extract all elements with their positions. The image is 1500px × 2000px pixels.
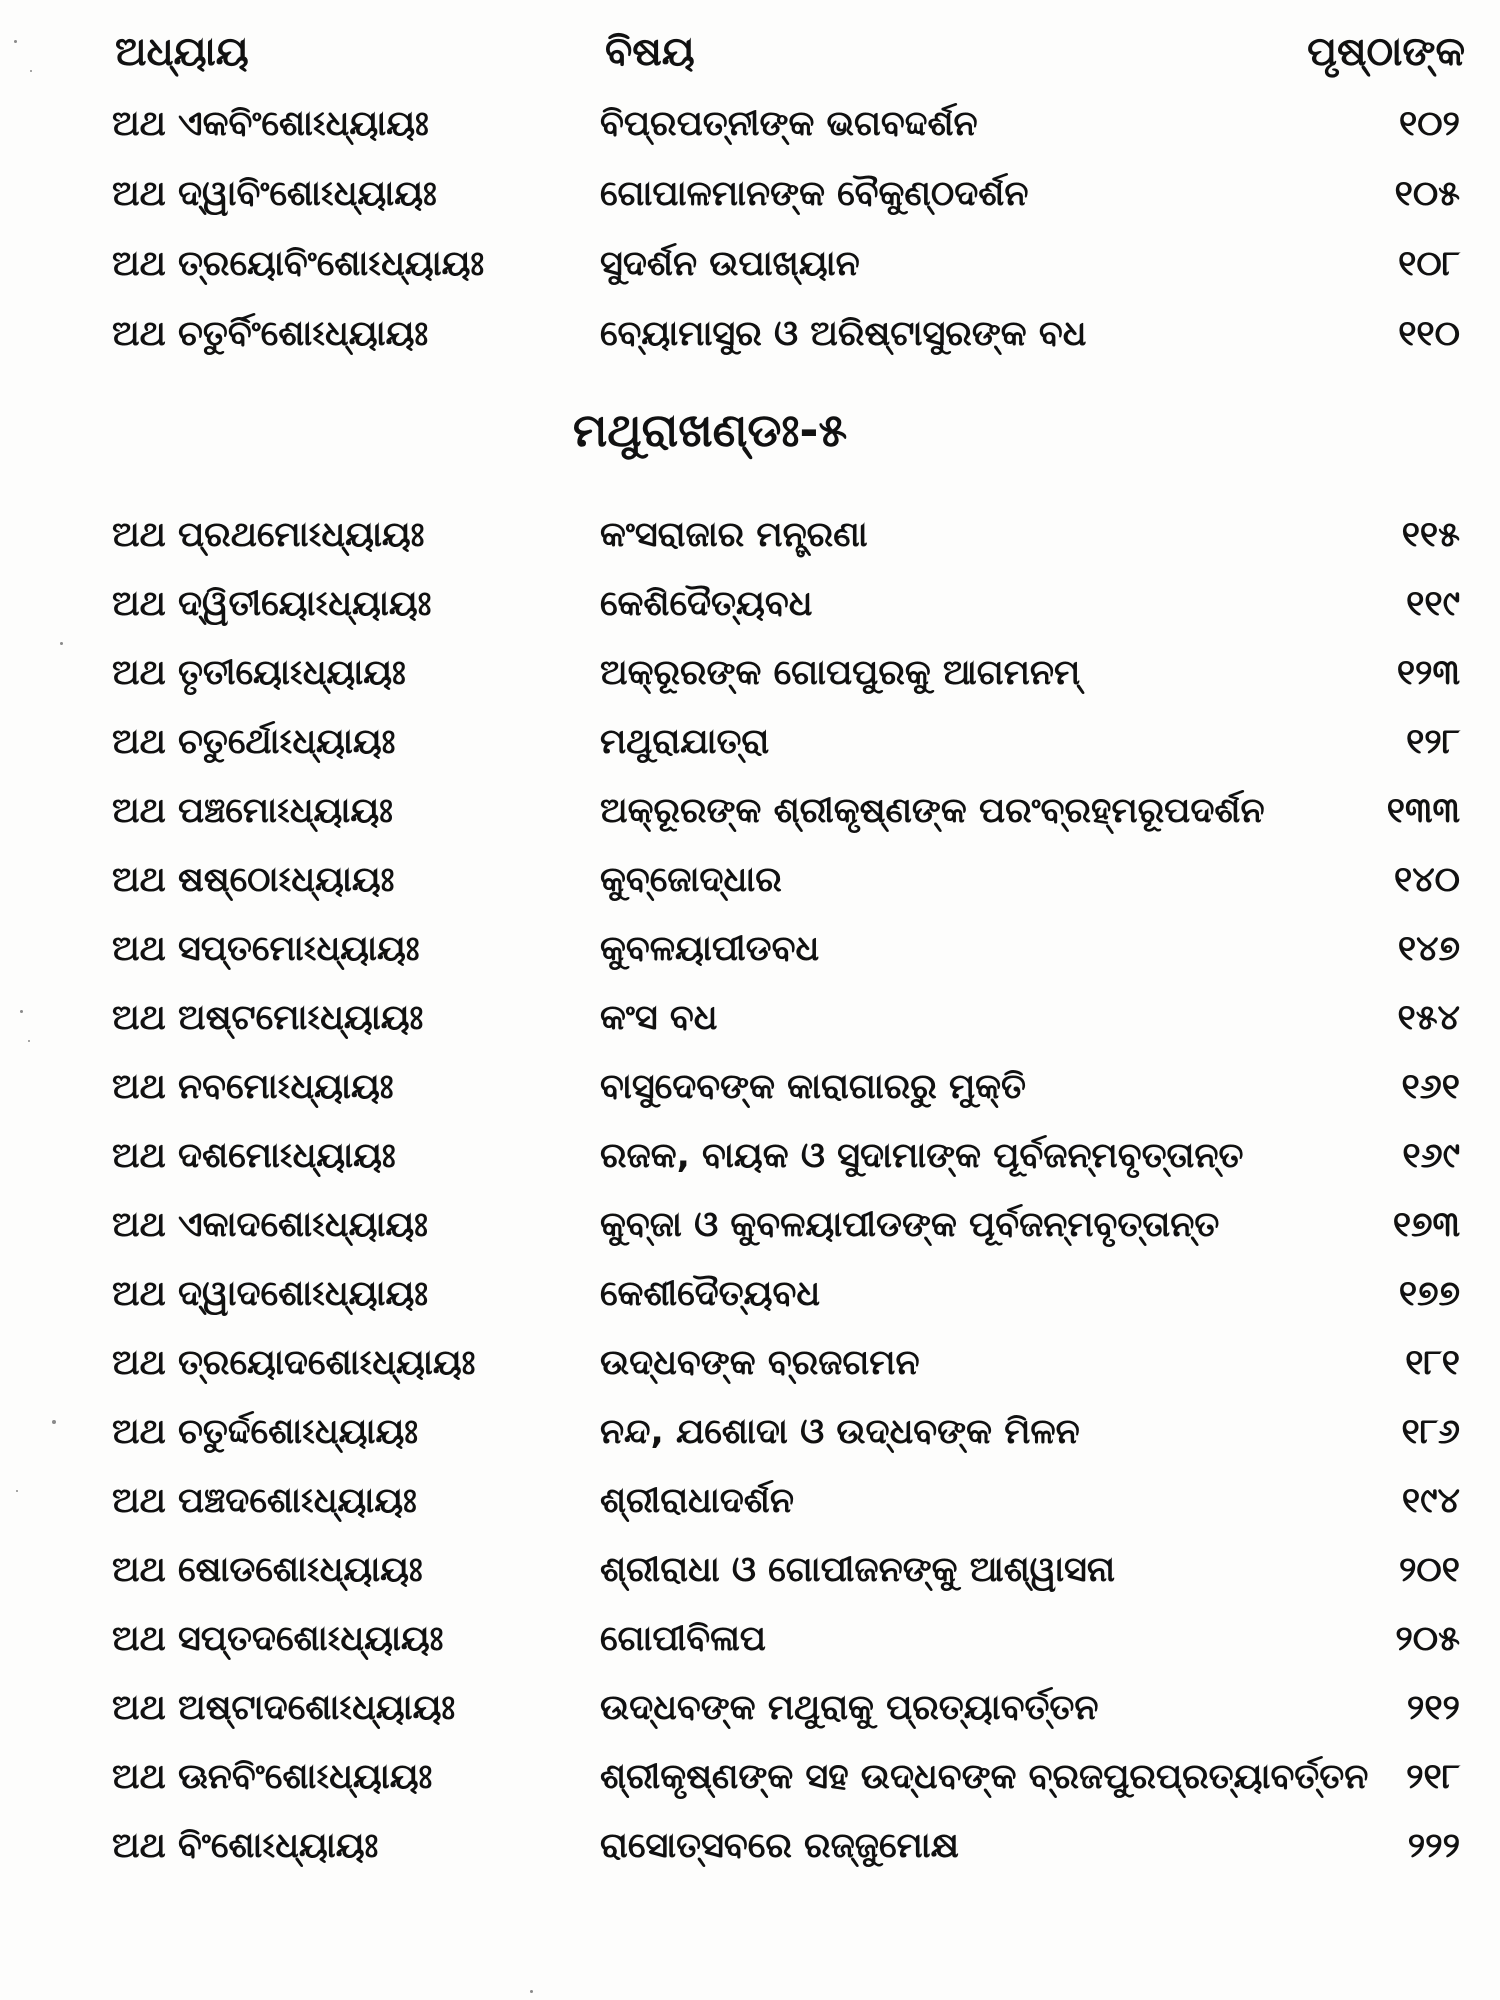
chapter-subject: କେଶିଦୈତ୍ୟବଧ (600, 584, 813, 624)
chapter-name: ଅଥ ପ୍ରଥମୋଽଧ୍ୟାୟଃ (112, 515, 425, 555)
page-number: ୧୫୪ (1397, 998, 1460, 1038)
chapter-name: ଅଥ ଅଷ୍ଟାଦଶୋଽଧ୍ୟାୟଃ (112, 1688, 456, 1728)
toc-entry (0, 1471, 1500, 1531)
page-number: ୧୦୨ (1398, 104, 1460, 144)
page-number: ୧୮୧ (1405, 1343, 1460, 1383)
chapter-name: ଅଥ ସପ୍ତମୋଽଧ୍ୟାୟଃ (112, 929, 420, 969)
toc-entry (0, 304, 1500, 364)
scan-speck (16, 1490, 18, 1492)
page-number: ୨୨୨ (1407, 1826, 1460, 1866)
page-number: ୨୧୮ (1406, 1757, 1460, 1797)
chapter-name: ଅଥ ଦ୍ୱାଦଶୋଽଧ୍ୟାୟଃ (112, 1274, 428, 1314)
toc-entry (0, 1126, 1500, 1186)
chapter-subject: ଶ୍ରୀରାଧା ଓ ଗୋପୀଜନଙ୍କୁ ଆଶ୍ୱାସନା (600, 1550, 1116, 1590)
page-number: ୧୭୩ (1392, 1205, 1460, 1245)
chapter-subject: ମଥୁରାଯାତ୍ରା (600, 722, 770, 762)
scan-speck (28, 1040, 30, 1042)
page-number: ୧୬୯ (1402, 1136, 1460, 1176)
chapter-subject: କୁବଳୟାପୀଡବଧ (600, 929, 820, 969)
chapter-name: ଅଥ ତ୍ରୟୋଦଶୋଽଧ୍ୟାୟଃ (112, 1343, 476, 1383)
page-number: ୨୦୧ (1398, 1550, 1460, 1590)
chapter-name: ଅଥ ଷଷ୍ଠୋଽଧ୍ୟାୟଃ (112, 860, 395, 900)
chapter-subject: କଂସରାଜାର ମନ୍ତ୍ରଣା (600, 515, 868, 555)
toc-entry (0, 1540, 1500, 1600)
toc-entry (0, 574, 1500, 634)
page-number: ୧୧୫ (1401, 515, 1460, 555)
page-number: ୧୮୬ (1401, 1412, 1460, 1452)
chapter-name: ଅଥ ନବମୋଽଧ୍ୟାୟଃ (112, 1067, 394, 1107)
page-number: ୧୬୧ (1401, 1067, 1460, 1107)
scan-speck (60, 642, 63, 645)
chapter-subject: ବାସୁଦେବଙ୍କ କାରାଗାରରୁ ମୁକ୍ତି (600, 1067, 1026, 1107)
chapter-subject: କଂସ ବଧ (600, 998, 718, 1038)
subject-column-heading: ବିଷୟ (605, 29, 695, 75)
toc-entry (0, 94, 1500, 154)
chapter-subject: ବିପ୍ରପତ୍ନୀଙ୍କ ଭଗବଦ୍ଦର୍ଶନ (600, 104, 978, 144)
page-number: ୧୪୭ (1397, 929, 1460, 969)
chapter-name: ଅଥ ପଞ୍ଚମୋଽଧ୍ୟାୟଃ (112, 791, 393, 831)
toc-entry (0, 1816, 1500, 1876)
chapter-subject: ଉଦ୍ଧବଙ୍କ ବ୍ରଜଗମନ (600, 1343, 920, 1383)
chapter-subject: ଅକ୍ରୂରଙ୍କ ଗୋପପୁରକୁ ଆଗମନମ୍ (600, 653, 1081, 693)
chapter-subject: ରଜକ, ବାୟକ ଓ ସୁଦାମାଙ୍କ ପୂର୍ବଜନ୍ମବୃତ୍ତାନ୍ତ (600, 1136, 1244, 1176)
chapter-name: ଅଥ ତୃତୀୟୋଽଧ୍ୟାୟଃ (112, 653, 406, 693)
toc-entry (0, 643, 1500, 703)
toc-entry (0, 988, 1500, 1048)
chapter-name: ଅଥ ଚତୁର୍ଦ୍ଦଶୋଽଧ୍ୟାୟଃ (112, 1412, 418, 1452)
chapter-name: ଅଥ ବିଂଶୋଽଧ୍ୟାୟଃ (112, 1826, 379, 1866)
page-number: ୧୦୫ (1394, 174, 1460, 214)
page-number: ୧୦୮ (1398, 244, 1460, 284)
chapter-subject: କେଶୀଦୈତ୍ୟବଧ (600, 1274, 821, 1314)
toc-entry (0, 850, 1500, 910)
chapter-subject: ଗୋପୀବିଳାପ (600, 1619, 766, 1659)
chapter-name: ଅଥ ତ୍ରୟୋବିଂଶୋଽଧ୍ୟାୟଃ (112, 244, 485, 284)
toc-entry (0, 1747, 1500, 1807)
toc-entry (0, 505, 1500, 565)
page-number: ୧୭୭ (1398, 1274, 1460, 1314)
chapter-subject: ବ୍ୟୋମାସୁର ଓ ଅରିଷ୍ଟାସୁରଙ୍କ ବଧ (600, 314, 1087, 354)
column-header-row (0, 22, 1500, 82)
chapter-name: ଅଥ ଦ୍ୱାବିଂଶୋଽଧ୍ୟାୟଃ (112, 174, 437, 214)
toc-entry (0, 1333, 1500, 1393)
toc-entry (0, 1678, 1500, 1738)
chapter-name: ଅଥ ଷୋଡଶୋଽଧ୍ୟାୟଃ (112, 1550, 423, 1590)
chapter-name: ଅଥ ଊନବିଂଶୋଽଧ୍ୟାୟଃ (112, 1757, 433, 1797)
chapter-subject: ସୁଦର୍ଶନ ଉପାଖ୍ୟାନ (600, 244, 860, 284)
page-number: ୨୧୨ (1406, 1688, 1460, 1728)
toc-entry (0, 234, 1500, 294)
chapter-subject: ଗୋପାଳମାନଙ୍କ ବୈକୁଣ୍ଠଦର୍ଶନ (600, 174, 1029, 214)
chapter-name: ଅଥ ଚତୁର୍ବିଂଶୋଽଧ୍ୟାୟଃ (112, 314, 429, 354)
page-number: ୧୪୦ (1393, 860, 1460, 900)
chapter-name: ଅଥ ପଞ୍ଚଦଶୋଽଧ୍ୟାୟଃ (112, 1481, 417, 1521)
toc-entry (0, 919, 1500, 979)
page-number: ୧୨୮ (1406, 722, 1460, 762)
toc-entry (0, 1057, 1500, 1117)
chapter-subject: ଶ୍ରୀକୃଷ୍ଣଙ୍କ ସହ ଉଦ୍ଧବଙ୍କ ବ୍ରଜପୁରପ୍ରତ୍ୟାବର୍ତ୍ତନ (600, 1757, 1369, 1797)
chapter-name: ଅଥ ସପ୍ତଦଶୋଽଧ୍ୟାୟଃ (112, 1619, 444, 1659)
toc-entry (0, 164, 1500, 224)
section-title: ମଥୁରାଖଣ୍ଡଃ-୫ (572, 403, 848, 457)
scan-speck (530, 1990, 533, 1993)
chapter-subject: ଶ୍ରୀରାଧାଦର୍ଶନ (600, 1481, 794, 1521)
page-number: ୧୨୩ (1396, 653, 1460, 693)
page-number: ୨୦୫ (1395, 1619, 1460, 1659)
chapter-name: ଅଥ ଏକବିଂଶୋଽଧ୍ୟାୟଃ (112, 104, 429, 144)
scan-speck (20, 1010, 23, 1013)
toc-entry (0, 712, 1500, 772)
chapter-name: ଅଥ ଦ୍ୱିତୀୟୋଽଧ୍ୟାୟଃ (112, 584, 432, 624)
chapter-subject: କୁବ୍ଜୋଦ୍ଧାର (600, 860, 782, 900)
toc-entry (0, 1609, 1500, 1669)
chapter-subject: ଅକ୍ରୂରଙ୍କ ଶ୍ରୀକୃଷ୍ଣଙ୍କ ପରଂବ୍ରହ୍ମରୂପଦର୍ଶନ (600, 791, 1265, 831)
chapter-subject: ନନ୍ଦ, ଯଶୋଦା ଓ ଉଦ୍ଧବଙ୍କ ମିଳନ (600, 1412, 1080, 1452)
scan-speck (14, 40, 17, 43)
chapter-subject: ରାସୋତ୍ସବରେ ରଜ୍ଜୁମୋକ୍ଷ (600, 1826, 959, 1866)
chapter-name: ଅଥ ଅଷ୍ଟମୋଽଧ୍ୟାୟଃ (112, 998, 424, 1038)
chapter-name: ଅଥ ଚତୁର୍ଥୋଽଧ୍ୟାୟଃ (112, 722, 396, 762)
page-column-heading: ପୃଷ୍ଠାଙ୍କ (1307, 29, 1465, 75)
toc-entry (0, 1402, 1500, 1462)
toc-entry (0, 1264, 1500, 1324)
page-number: ୧୯୪ (1401, 1481, 1460, 1521)
chapter-name: ଅଥ ଏକାଦଶୋଽଧ୍ୟାୟଃ (112, 1205, 428, 1245)
chapter-column-heading: ଅଧ୍ୟାୟ (115, 29, 249, 75)
chapter-subject: ଉଦ୍ଧବଙ୍କ ମଥୁରାକୁ ପ୍ରତ୍ୟାବର୍ତ୍ତନ (600, 1688, 1099, 1728)
page-number: ୧୧୯ (1406, 584, 1460, 624)
chapter-subject: କୁବ୍ଜା ଓ କୁବଳୟାପୀଡଙ୍କ ପୂର୍ବଜନ୍ମବୃତ୍ତାନ୍ତ (600, 1205, 1220, 1245)
chapter-name: ଅଥ ଦଶମୋଽଧ୍ୟାୟଃ (112, 1136, 396, 1176)
page-number: ୧୩୩ (1386, 791, 1460, 831)
toc-entry (0, 781, 1500, 841)
page-number: ୧୧୦ (1398, 314, 1460, 354)
scan-speck (52, 1420, 56, 1424)
scan-speck (30, 70, 32, 72)
toc-entry (0, 1195, 1500, 1255)
